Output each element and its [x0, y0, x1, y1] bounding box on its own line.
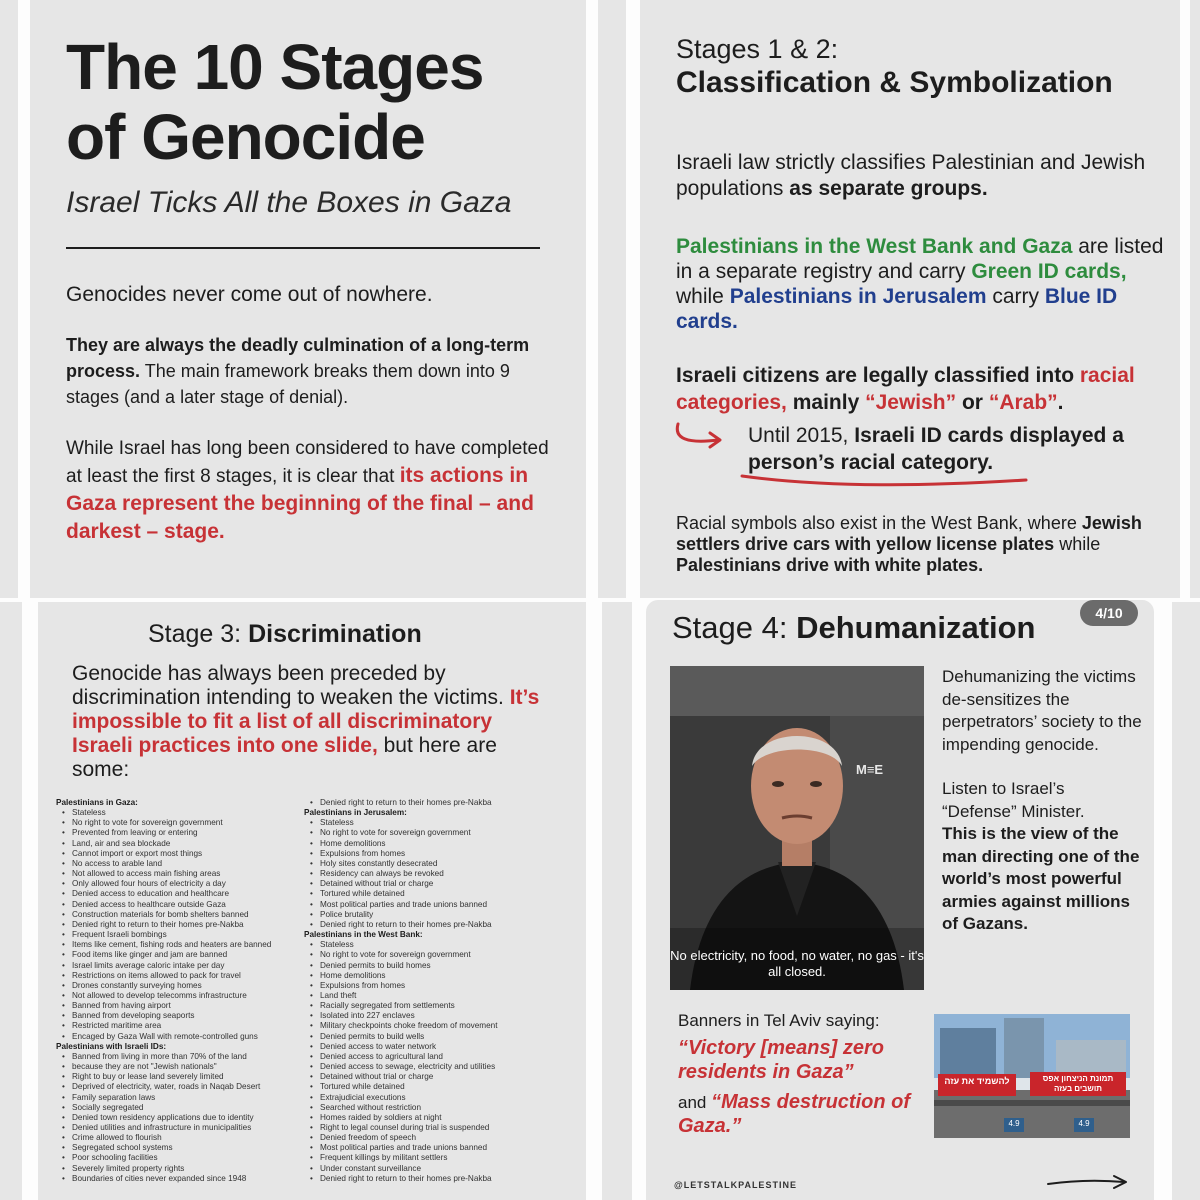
minister-photo-illustration — [670, 666, 924, 990]
list-item: • Extrajudicial executions — [304, 1093, 548, 1103]
list-item: • Denied access to water network — [304, 1042, 548, 1052]
framework-bold: They are always the deadly culmination of a long-term process. — [66, 335, 530, 381]
list-item: • Denied access to education and healthcare — [56, 889, 300, 899]
list-item: • Home demolitions — [304, 839, 548, 849]
list-item: • Expulsions from homes — [304, 981, 548, 991]
list-item: • Denied right to return to their homes pre-Nakba — [304, 920, 548, 930]
list-item: • Most political parties and trade unions banned — [304, 900, 548, 910]
list-item: • Stateless — [304, 818, 548, 828]
banner-left-text: להשמיד את עזה — [944, 1076, 1010, 1086]
list-item: • Denied right to return to their homes pre-Nakba — [56, 920, 300, 930]
adjacent-slide-edge — [602, 602, 632, 1200]
quote-victory: “Victory [means] zero residents in Gaza” — [678, 1037, 884, 1083]
list-item: • Deprived of electricity, water, roads in Naqab Desert — [56, 1082, 300, 1092]
practices-list-left — [56, 798, 300, 1184]
video-still-photo[interactable] — [670, 666, 924, 990]
list-item: • Denied right to return to their homes pre-Nakba — [304, 798, 548, 808]
list-item: • Home demolitions — [304, 971, 548, 981]
list-item: • Denied access to agricultural land — [304, 1052, 548, 1062]
plates-bold-2: Palestinians drive with white plates. — [676, 555, 984, 575]
list-item: • Frequent killings by militant settlers — [304, 1153, 548, 1163]
adjacent-slide-edge — [0, 0, 18, 598]
intro-highlight: It’s impossible to fit a list of all discriminatory Israeli practices into one slide, — [72, 686, 540, 757]
framework-rest: The main framework breaks them down into 9 stages (and a later stage of denial). — [66, 361, 510, 407]
list-item: • Food items like ginger and jam are banned — [56, 950, 300, 960]
list-item: • Right to buy or lease land severely limited — [56, 1072, 300, 1082]
framework-paragraph — [66, 332, 546, 410]
list-item: • Israel limits average caloric intake per day — [56, 961, 300, 971]
list-item: • Prevented from leaving or entering — [56, 828, 300, 838]
list-item: • Searched without restriction — [304, 1103, 548, 1113]
list-item: • Poor schooling facilities — [56, 1153, 300, 1163]
list-item: • Residency can always be revoked — [304, 869, 548, 879]
road-sign-2: 4.9 — [1078, 1119, 1090, 1128]
list-item: • Racially segregated from settlements — [304, 1001, 548, 1011]
law-bold: as separate groups. — [789, 177, 988, 200]
heading-bold: Discrimination — [248, 620, 422, 648]
list-item: • Not allowed to develop telecomms infrastructure — [56, 991, 300, 1001]
license-plates-paragraph — [676, 513, 1166, 576]
title-line-2: of Genocide — [66, 101, 425, 173]
slide-1-title[interactable] — [30, 0, 586, 598]
list-item: • Cannot import or export most things — [56, 849, 300, 859]
list-item: • Under constant surveillance — [304, 1164, 548, 1174]
list-item: • Expulsions from homes — [304, 849, 548, 859]
racial-bold-4: . — [1057, 391, 1064, 414]
list-item: • Denied right to return to their homes pre-Nakba — [304, 1174, 548, 1184]
slide-title — [66, 32, 483, 172]
id-plain-1: are listed in a separate registry and carry — [676, 235, 1164, 283]
list-item: • Denied access to healthcare outside Gaza — [56, 900, 300, 910]
racial-categories-paragraph — [676, 362, 1166, 416]
intro-text: Genocides never come out of nowhere. — [66, 283, 433, 306]
list-item: • Severely limited property rights — [56, 1164, 300, 1174]
list-group-heading: Palestinians in the West Bank: — [304, 930, 423, 940]
side-paragraph-2: Listen to Israel’s “Defense” Minister. — [942, 779, 1085, 821]
list-item: • Denied permits to build wells — [304, 1032, 548, 1042]
list-item: • Military checkpoints choke freedom of movement — [304, 1021, 548, 1031]
list-item: • Denied town residency applications due to identity — [56, 1113, 300, 1123]
slide-2-classification[interactable] — [640, 0, 1180, 598]
intro-plain: Genocide has always been preceded by discrimination intending to weaken the victims. — [72, 662, 510, 709]
conclusion-highlight: its actions in Gaza represent the beginning of the final – and darkest – stage. — [66, 464, 534, 543]
tel-aviv-banners-photo[interactable] — [934, 1014, 1130, 1138]
list-item: • Crime allowed to flourish — [56, 1133, 300, 1143]
list-item: • Boundaries of cities never expanded since 1948 — [56, 1174, 300, 1184]
slide-4-dehumanization[interactable] — [646, 600, 1154, 1200]
list-item: • Homes raided by soldiers at night — [304, 1113, 548, 1123]
list-item: • Police brutality — [304, 910, 548, 920]
racial-red-1: racial categories, — [676, 364, 1135, 414]
plates-plain-2: while — [1054, 534, 1101, 554]
list-item: • Detained without trial or charge — [304, 879, 548, 889]
list-item: • Banned from developing seaports — [56, 1011, 300, 1021]
plates-bold-1: Jewish settlers drive cars with yellow license plates — [676, 513, 1142, 554]
practices-list-right — [304, 798, 548, 1184]
list-item: • because they are not "Jewish nationals" — [56, 1062, 300, 1072]
id-display-plain: Until 2015, — [748, 424, 855, 447]
list-item: • Land, air and sea blockade — [56, 839, 300, 849]
slide-heading — [148, 620, 422, 649]
plates-plain-1: Racial symbols also exist in the West Bank, where — [676, 513, 1082, 533]
banner-right-text: תמונת הניצחון אפס תושבים בעזה — [1042, 1074, 1114, 1093]
racial-bold-1: Israeli citizens are legally classified into — [676, 364, 1080, 387]
conclusion-plain: While Israel has long been considered to have completed at least the first 8 stages, it is clear that — [66, 438, 549, 487]
slide-3-discrimination[interactable] — [38, 602, 586, 1200]
law-paragraph — [676, 150, 1166, 202]
id-plain-3: carry — [986, 285, 1045, 308]
adjacent-slide-edge — [0, 602, 22, 1200]
list-item: • Segregated school systems — [56, 1143, 300, 1153]
slide-heading: Classification & Symbolization — [676, 66, 1113, 99]
racial-red-2: “Jewish” — [865, 391, 957, 414]
list-item: • Tortured while detained — [304, 889, 548, 899]
slide-subtitle: Israel Ticks All the Boxes in Gaza — [66, 186, 512, 219]
list-item: • Denied access to sewage, electricity and utilities — [304, 1062, 548, 1072]
video-caption: No electricity, no food, no water, no gas - it's all closed. — [670, 948, 924, 979]
list-item: • Stateless — [304, 940, 548, 950]
list-item: • Right to legal counsel during trial is suspended — [304, 1123, 548, 1133]
list-item: • Denied utilities and infrastructure in municipalities — [56, 1123, 300, 1133]
title-line-1: The 10 Stages — [66, 31, 484, 103]
list-item: • Encaged by Gaza Wall with remote-controlled guns — [56, 1032, 300, 1042]
jerusalem-text: Palestinians in Jerusalem — [729, 285, 987, 308]
list-group-heading: Palestinians in Jerusalem: — [304, 808, 407, 818]
list-item: • No right to vote for sovereign government — [304, 828, 548, 838]
list-item: • Frequent Israeli bombings — [56, 930, 300, 940]
list-item: • Banned from having airport — [56, 1001, 300, 1011]
id-plain-2: while — [676, 285, 730, 308]
intro-plain-2: but here are some: — [72, 734, 497, 781]
list-item: • Restrictions on items allowed to pack for travel — [56, 971, 300, 981]
slide-heading — [672, 610, 1036, 646]
list-item: • Construction materials for bomb shelters banned — [56, 910, 300, 920]
list-item: • Denied freedom of speech — [304, 1133, 548, 1143]
divider — [66, 247, 540, 249]
list-item: • Restricted maritime area — [56, 1021, 300, 1031]
stages-label: Stages 1 & 2: — [676, 34, 839, 64]
media-logo: M≡E — [856, 762, 884, 777]
road-sign-1: 4.9 — [1008, 1119, 1020, 1128]
racial-bold-3: or — [956, 391, 989, 414]
quote-destruction: “Mass destruction of Gaza.” — [678, 1091, 911, 1137]
law-plain: Israeli law strictly classifies Palestinian and Jewish populations — [676, 151, 1146, 200]
banners-text — [678, 1010, 938, 1138]
heading-plain: Stage 4: — [672, 610, 797, 645]
id-cards-paragraph — [676, 234, 1166, 334]
adjacent-slide-edge — [1172, 602, 1200, 1200]
list-item: • Detained without trial or charge — [304, 1072, 548, 1082]
list-item: • No right to vote for sovereign government — [304, 950, 548, 960]
red-underline — [740, 468, 1030, 492]
list-item: • Tortured while detained — [304, 1082, 548, 1092]
list-item: • Only allowed four hours of electricity a day — [56, 879, 300, 889]
and-text: and — [678, 1093, 712, 1112]
list-item: • Most political parties and trade unions banned — [304, 1143, 548, 1153]
list-item: • Holy sites constantly desecrated — [304, 859, 548, 869]
racial-bold-2: mainly — [786, 391, 866, 414]
list-item: • Items like cement, fishing rods and heaters are banned — [56, 940, 300, 950]
adjacent-slide-edge — [1190, 0, 1200, 598]
list-item: • Denied permits to build homes — [304, 961, 548, 971]
account-handle: @LETSTALKPALESTINE — [674, 1180, 797, 1190]
list-item: • Family separation laws — [56, 1093, 300, 1103]
list-item: • No access to arable land — [56, 859, 300, 869]
list-item: • Land theft — [304, 991, 548, 1001]
dehumanization-text — [942, 666, 1142, 936]
racial-red-3: “Arab” — [988, 391, 1058, 414]
heading-plain: Stage 3: — [148, 620, 249, 648]
blue-id-text: Blue ID cards. — [676, 285, 1118, 333]
side-paragraph-1: Dehumanizing the victims de-sensitizes the perpetrators’ society to the impending genocide. — [942, 667, 1142, 754]
conclusion-paragraph — [66, 436, 554, 546]
id-display-bold: Israeli ID cards displayed a person’s racial category. — [748, 424, 1124, 474]
list-item: • Stateless — [56, 808, 300, 818]
list-item: • Banned from living in more than 70% of the land — [56, 1052, 300, 1062]
page-indicator-badge: 4/10 — [1080, 600, 1138, 626]
list-item: • No right to vote for sovereign government — [56, 818, 300, 828]
banners-intro: Banners in Tel Aviv saying: — [678, 1011, 880, 1030]
green-id-text: Green ID cards, — [971, 260, 1127, 283]
adjacent-slide-edge — [598, 0, 626, 598]
list-item: • Not allowed to access main fishing areas — [56, 869, 300, 879]
list-item: • Isolated into 227 enclaves — [304, 1011, 548, 1021]
list-item: • Drones constantly surveying homes — [56, 981, 300, 991]
arrow-right-icon — [1046, 1174, 1130, 1190]
list-group-heading: Palestinians in Gaza: — [56, 798, 138, 807]
heading-bold: Dehumanization — [796, 610, 1036, 645]
curved-arrow-icon — [670, 420, 736, 450]
list-group-heading: Palestinians with Israeli IDs: — [56, 1041, 167, 1051]
side-paragraph-3: This is the view of the man directing one of the world’s most powerful armies against millions of Gazans. — [942, 824, 1140, 933]
list-item: • Socially segregated — [56, 1103, 300, 1113]
west-bank-gaza-text: Palestinians in the West Bank and Gaza — [676, 235, 1073, 258]
intro-paragraph — [72, 662, 552, 782]
